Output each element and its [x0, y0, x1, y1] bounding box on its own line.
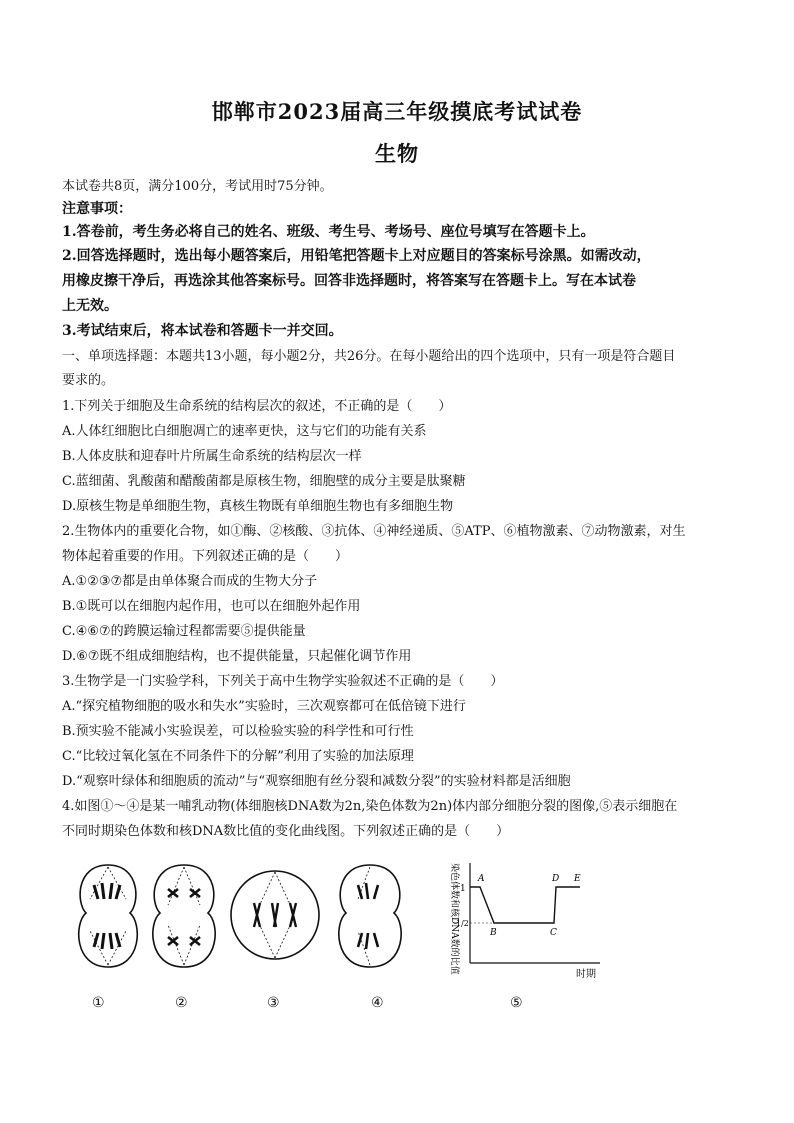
subject-title: 生物: [375, 141, 419, 166]
caption-1: ①: [92, 995, 105, 1011]
cell-division-figure: [60, 855, 620, 1020]
y-axis-label: 染色体数和核DNA数的比值: [449, 863, 459, 975]
caption-5: ⑤: [510, 995, 523, 1011]
notice-line: 上无效。: [62, 298, 118, 314]
point-label-a: A: [478, 874, 485, 884]
notice-line: 2.回答选择题时，选出每小题答案后，用铅笔把答题卡上对应题目的答案标号涂黑。如需改动，: [62, 248, 651, 264]
q3-stem: 3.生物学是一门实验学科，下列关于高中生物学实验叙述不正确的是（ ）: [62, 674, 504, 689]
q1-option-d: D.原核生物是单细胞生物，真核生物既有单细胞生物也有多细胞生物: [62, 499, 454, 514]
q2-stem-cont: 物体起着重要的作用。下列叙述正确的是（ ）: [62, 549, 349, 564]
point-label-c: C: [550, 928, 557, 938]
cell-diagram-3: [231, 871, 319, 959]
caption-4: ④: [371, 995, 384, 1011]
exam-info: 本试卷共8页，满分100分，考试用时75分钟。: [62, 179, 333, 194]
q1-stem: 1.下列关于细胞及生命系统的结构层次的叙述，不正确的是（ ）: [62, 399, 452, 414]
notice-line: 1.答卷前，考生务必将自己的姓名、班级、考生号、考场号、座位号填写在答题卡上。: [62, 224, 595, 240]
q3-option-a: A.“探究植物细胞的吸水和失水”实验时，三次观察都可在低倍镜下进行: [62, 699, 466, 714]
section-heading-cont: 要求的。: [62, 373, 115, 388]
q3-option-d: D.“观察叶绿体和细胞质的流动”与“观察细胞有丝分裂和减数分裂”的实验材料都是活细胞: [62, 774, 571, 789]
q1-option-b: B.人体皮肤和迎春叶片所属生命系统的结构层次一样: [62, 449, 362, 464]
tick-label-half: 1/2: [456, 919, 469, 928]
caption-3: ③: [267, 995, 280, 1011]
notice-line: 用橡皮擦干净后，再选涂其他答案标号。回答非选择题时，将答案写在答题卡上。写在本试卷: [62, 273, 636, 289]
q4-stem: 4.如图①～④是某一哺乳动物(体细胞核DNA数为2n,染色体数为2n)体内部分细胞分裂的图像,⑤表示细胞在: [62, 799, 678, 814]
ratio-graph: [449, 863, 600, 980]
tick-label-1: 1: [460, 884, 466, 894]
q2-stem: 2.生物体内的重要化合物，如①酶、②核酸、③抗体、④神经递质、⑤ATP、⑥植物激素、⑦动物激素，对生: [62, 524, 686, 539]
notice-heading: 注意事项：: [62, 201, 132, 217]
q4-stem-cont: 不同时期染色体数和核DNA数比值的变化曲线图。下列叙述正确的是（ ）: [62, 824, 510, 839]
q3-option-c: C.“比较过氧化氢在不同条件下的分解”利用了实验的加法原理: [62, 749, 414, 764]
q2-option-b: B.①既可以在细胞内起作用，也可以在细胞外起作用: [62, 599, 361, 614]
point-label-b: B: [490, 928, 497, 938]
q1-option-a: A.人体红细胞比白细胞凋亡的速率更快，这与它们的功能有关系: [62, 424, 427, 439]
point-label-d: D: [552, 874, 560, 884]
q2-option-a: A.①②③⑦都是由单体聚合而成的生物大分子: [62, 574, 318, 589]
section-heading: 一、单项选择题：本题共13小题，每小题2分，共26分。在每小题给出的四个选项中，只有一项是符合题目: [62, 349, 676, 364]
q1-option-c: C.蓝细菌、乳酸菌和醋酸菌都是原核生物，细胞壁的成分主要是肽聚糖: [62, 474, 466, 489]
cell-diagram-2: [153, 865, 215, 967]
cell-diagram-1: [79, 865, 138, 967]
q3-option-b: B.预实验不能减小实验误差，可以检验实验的科学性和可行性: [62, 724, 414, 739]
q2-option-c: C.④⑥⑦的跨膜运输过程都需要⑤提供能量: [62, 624, 306, 639]
cell-diagram-4: [339, 865, 401, 967]
ratio-curve: [470, 887, 580, 923]
x-axis-label: 时期: [576, 969, 596, 980]
point-label-e: E: [574, 874, 581, 884]
caption-2: ②: [175, 995, 188, 1011]
notice-line: 3.考试结束后，将本试卷和答题卡一并交回。: [62, 323, 343, 339]
q2-option-d: D.⑥⑦既不组成细胞结构，也不提供能量，只起催化调节作用: [62, 649, 412, 664]
exam-title: 邯郸市2023届高三年级摸底考试试卷: [211, 99, 583, 124]
